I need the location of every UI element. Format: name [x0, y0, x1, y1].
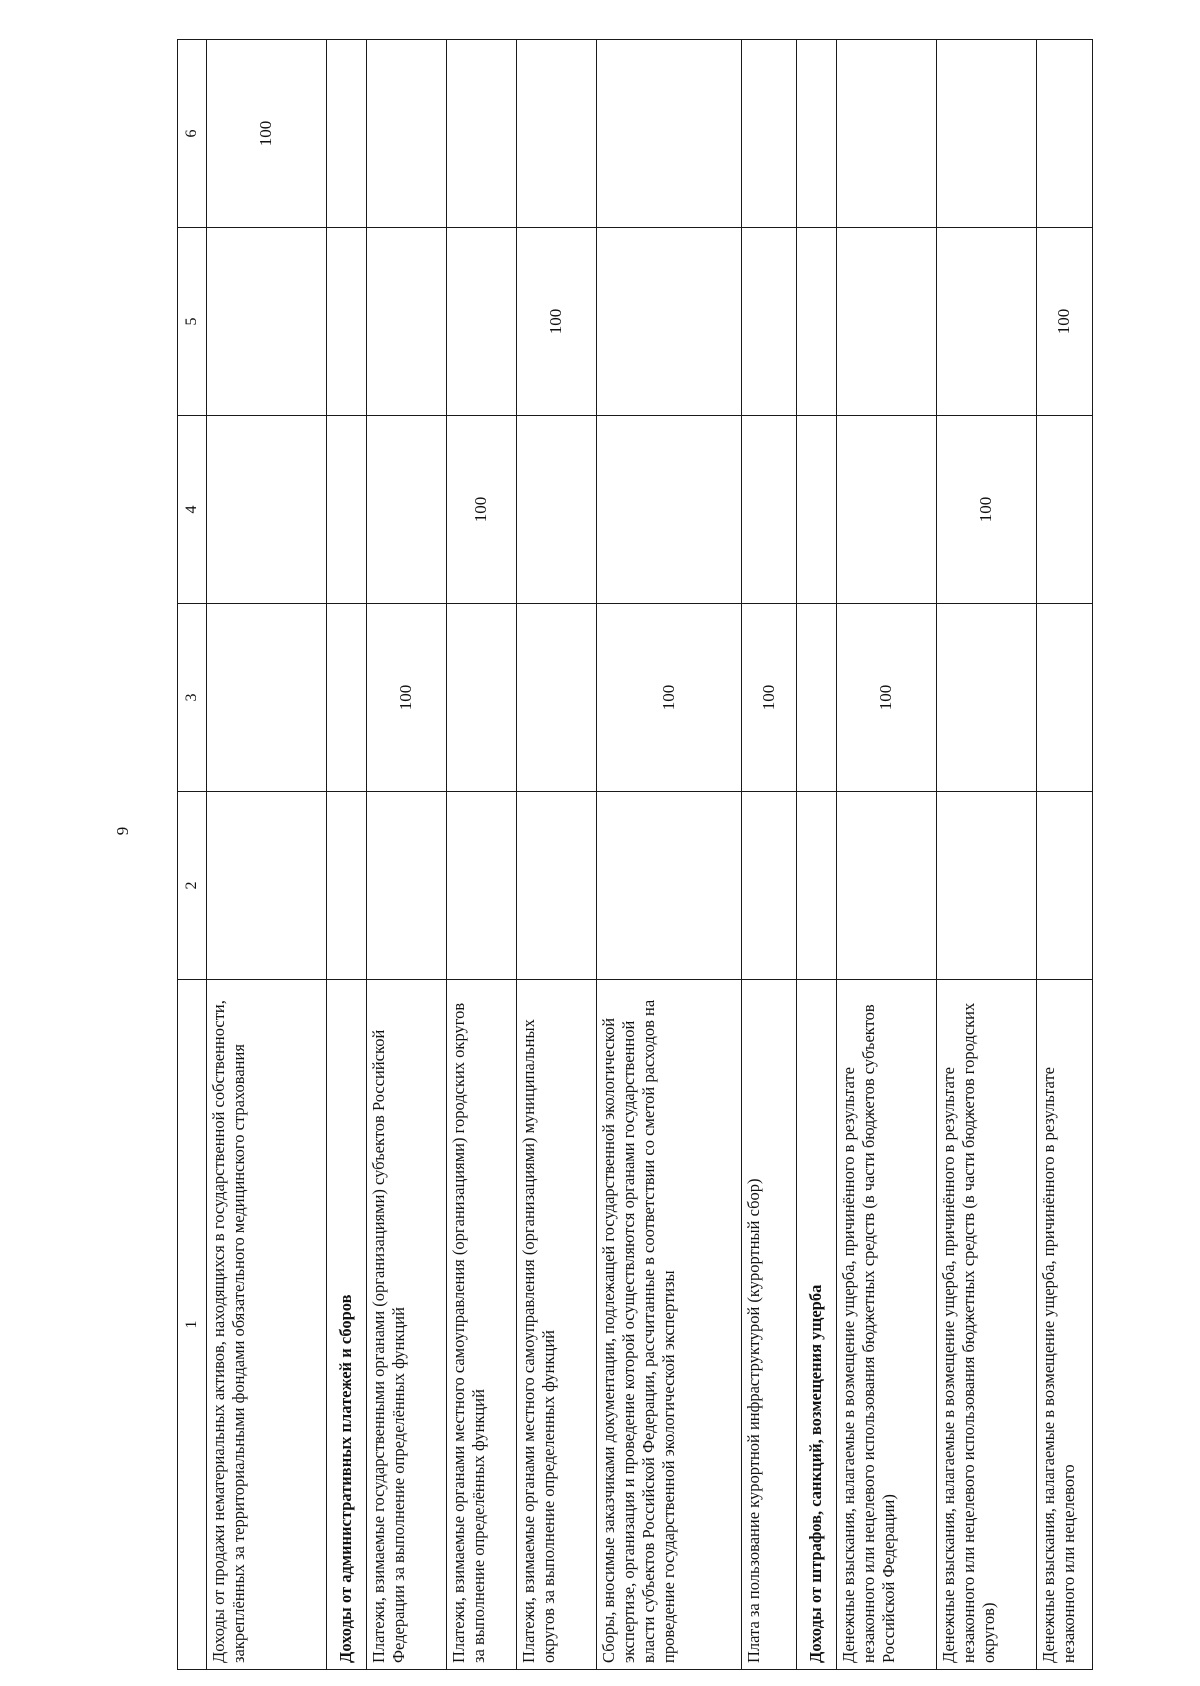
value-cell [327, 416, 367, 604]
table-row [517, 40, 597, 1670]
section-row [797, 40, 837, 1670]
value-cell [937, 228, 1037, 416]
value-cell [327, 228, 367, 416]
value-cell [367, 416, 447, 604]
table-row [937, 40, 1037, 1670]
value-cell: 100 [597, 604, 742, 792]
column-header-4: 4 [178, 416, 207, 604]
value-cell [837, 40, 937, 228]
row-description: Платежи, взимаемые органами местного самоуправления (организациями) городских округов за выполнение определённых функций [447, 980, 517, 1670]
value-cell [742, 228, 797, 416]
value-cell [327, 40, 367, 228]
value-cell [837, 416, 937, 604]
table-row [367, 40, 447, 1670]
value-cell [207, 792, 327, 980]
table-row [207, 40, 327, 1670]
value-cell [447, 228, 517, 416]
table-row [837, 40, 937, 1670]
value-cell [597, 416, 742, 604]
value-cell [517, 416, 597, 604]
column-header-1: 1 [178, 980, 207, 1670]
value-cell [937, 604, 1037, 792]
table-row [447, 40, 517, 1670]
value-cell [1037, 604, 1093, 792]
value-cell [937, 792, 1037, 980]
table-row [597, 40, 742, 1670]
row-description: Платежи, взимаемые государственными органами (организациями) субъектов Российской Федерации за выполнение определённых функций [367, 980, 447, 1670]
row-description: Сборы, вносимые заказчиками документации, подлежащей государственной экологической экспертизе, организация и проведение которой осуществляются органами государственной власти субъектов Российской Федерации, рассчитанные в соответствии со сметой расходов на проведение государственной экологической экспертизы [597, 980, 742, 1670]
value-cell [797, 792, 837, 980]
value-cell [797, 40, 837, 228]
value-cell [367, 792, 447, 980]
value-cell [447, 40, 517, 228]
row-description: Платежи, взимаемые органами местного самоуправления (организациями) муниципальных округов за выполнение определенных функций [517, 980, 597, 1670]
value-cell [517, 792, 597, 980]
table-row [742, 40, 797, 1670]
value-cell [517, 40, 597, 228]
value-cell [327, 604, 367, 792]
value-cell [597, 40, 742, 228]
value-cell [837, 792, 937, 980]
value-cell [327, 792, 367, 980]
value-cell: 100 [837, 604, 937, 792]
value-cell [367, 228, 447, 416]
value-cell [797, 228, 837, 416]
section-heading: Доходы от административных платежей и сборов [327, 980, 367, 1670]
value-cell [1037, 40, 1093, 228]
value-cell [367, 40, 447, 228]
row-description: Денежные взыскания, налагаемые в возмещение ущерба, причинённого в результате незаконного или нецелевого [1037, 980, 1093, 1670]
value-cell [207, 604, 327, 792]
column-header-6: 6 [178, 40, 207, 228]
value-cell [837, 228, 937, 416]
value-cell [597, 228, 742, 416]
value-cell [517, 604, 597, 792]
value-cell [742, 416, 797, 604]
row-description: Плата за пользование курортной инфраструктурой (курортный сбор) [742, 980, 797, 1670]
budget-table-container [177, 40, 1087, 1670]
value-cell: 100 [742, 604, 797, 792]
value-cell: 100 [207, 40, 327, 228]
table-header-row [178, 40, 207, 1670]
value-cell [742, 792, 797, 980]
budget-distribution-table [177, 39, 1093, 1670]
column-header-3: 3 [178, 604, 207, 792]
value-cell [742, 40, 797, 228]
column-header-5: 5 [178, 228, 207, 416]
table-row [1037, 40, 1093, 1670]
value-cell [447, 792, 517, 980]
value-cell [1037, 792, 1093, 980]
value-cell: 100 [367, 604, 447, 792]
value-cell: 100 [517, 228, 597, 416]
value-cell [1037, 416, 1093, 604]
row-description: Денежные взыскания, налагаемые в возмещение ущерба, причинённого в результате незаконного или нецелевого использования бюджетных средств (в части бюджетов субъектов Российской Федерации) [837, 980, 937, 1670]
page-number: 9 [113, 826, 132, 836]
row-description: Денежные взыскания, налагаемые в возмещение ущерба, причинённого в результате незаконного или нецелевого использования бюджетных средств (в части бюджетов городских округов) [937, 980, 1037, 1670]
value-cell [797, 416, 837, 604]
row-description: Доходы от продажи нематериальных активов, находящихся в государственной собственности, закреплённых за территориальными фондами обязательного медицинского страхования [207, 980, 327, 1670]
value-cell [447, 604, 517, 792]
value-cell [597, 792, 742, 980]
value-cell [207, 416, 327, 604]
value-cell: 100 [1037, 228, 1093, 416]
section-row [327, 40, 367, 1670]
value-cell [797, 604, 837, 792]
value-cell: 100 [937, 416, 1037, 604]
value-cell: 100 [447, 416, 517, 604]
value-cell [937, 40, 1037, 228]
section-heading: Доходы от штрафов, санкций, возмещения ущерба [797, 980, 837, 1670]
value-cell [207, 228, 327, 416]
column-header-2: 2 [178, 792, 207, 980]
